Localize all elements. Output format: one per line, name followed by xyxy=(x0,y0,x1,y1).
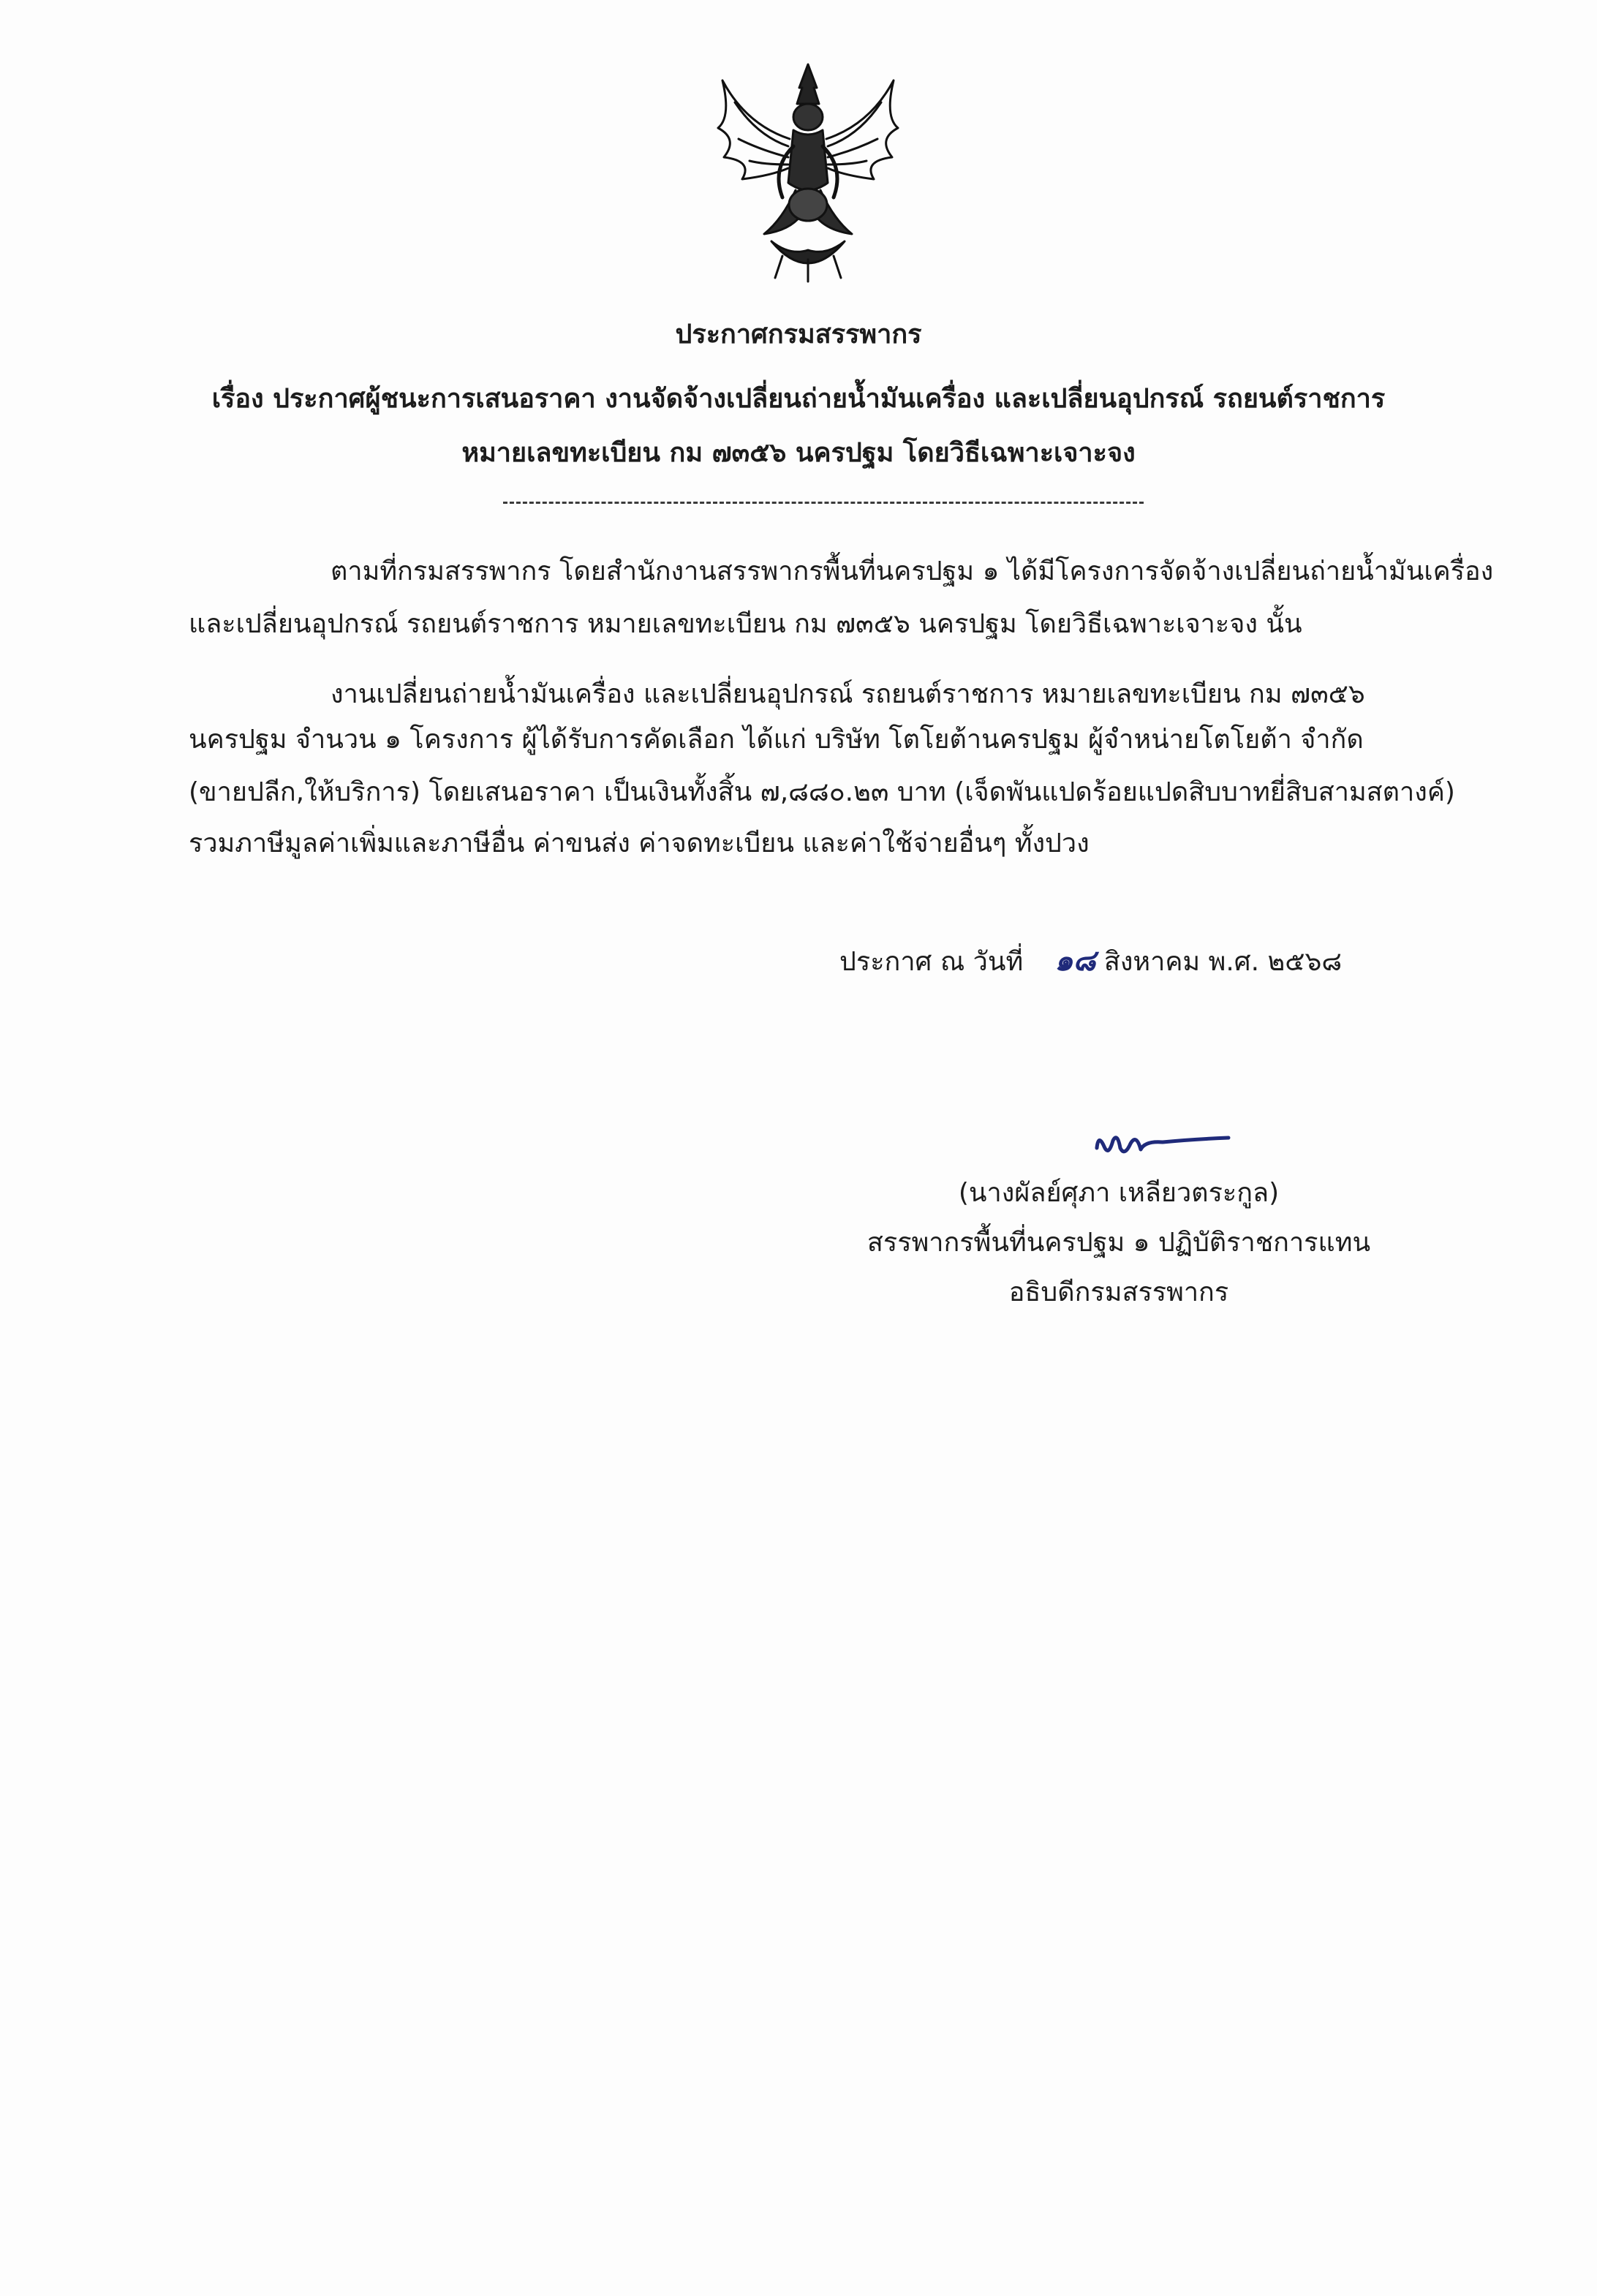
signature-block xyxy=(841,1177,1397,1326)
paragraph2-line: งานเปลี่ยนถ่ายน้ำมันเครื่อง และเปลี่ยนอุปกรณ์ รถยนต์ราชการ หมายเลขทะเบียน กม ๗๓๕๖ xyxy=(331,679,1365,709)
announcement-prefix: ประกาศ ณ วันที่ xyxy=(839,947,1024,977)
subject-line-2: หมายเลขทะเบียน กม ๗๓๕๖ นครปฐม โดยวิธีเฉพาะเจาะจง xyxy=(461,438,1136,468)
department-title: ประกาศกรมสรรพากร xyxy=(675,320,922,350)
signatory-position: อธิบดีกรมสรรพากร xyxy=(1008,1277,1229,1307)
announcement-date xyxy=(839,943,1342,978)
signatory-name: (นางผัลย์ศุภา เหลียวตระกูล) xyxy=(958,1178,1280,1208)
subject-line-1: เรื่อง ประกาศผู้ชนะการเสนอราคา งานจัดจ้างเปลี่ยนถ่ายน้ำมันเครื่อง และเปลี่ยนอุปกรณ์ รถยนต์ราชการ xyxy=(211,384,1386,414)
garuda-emblem-icon xyxy=(702,58,914,285)
handwritten-signature xyxy=(1082,1119,1243,1170)
paragraph1-line: ตามที่กรมสรรพากร โดยสำนักงานสรรพากรพื้นที่นครปฐม ๑ ได้มีโครงการจัดจ้างเปลี่ยนถ่ายน้ำมันเครื่อง xyxy=(331,556,1494,586)
paragraph2-line: รวมภาษีมูลค่าเพิ่มและภาษีอื่น ค่าขนส่ง ค่าจดทะเบียน และค่าใช้จ่ายอื่นๆ ทั้งปวง xyxy=(189,828,1090,858)
signatory-position: สรรพากรพื้นที่นครปฐม ๑ ปฏิบัติราชการแทน xyxy=(867,1228,1371,1258)
announcement-month-year: สิงหาคม พ.ศ. ๒๕๖๘ xyxy=(1103,947,1343,977)
separator-dashes xyxy=(503,502,1144,504)
paragraph2-line: (ขายปลีก,ให้บริการ) โดยเสนอราคา เป็นเงินทั้งสิ้น ๗,๘๘๐.๒๓ บาท (เจ็ดพันแปดร้อยแปดสิบบาทยี่สิบสามสตางค์) xyxy=(189,777,1455,807)
paragraph2-line: นครปฐม จำนวน ๑ โครงการ ผู้ได้รับการคัดเลือก ได้แก่ บริษัท โตโยต้านครปฐม ผู้จำหน่ายโตโยต้า จำกัด xyxy=(189,725,1364,755)
paragraph1-line: และเปลี่ยนอุปกรณ์ รถยนต์ราชการ หมายเลขทะเบียน กม ๗๓๕๖ นครปฐม โดยวิธีเฉพาะเจาะจง นั้น xyxy=(189,609,1302,639)
announcement-day: ๑๘ xyxy=(1054,943,1096,978)
